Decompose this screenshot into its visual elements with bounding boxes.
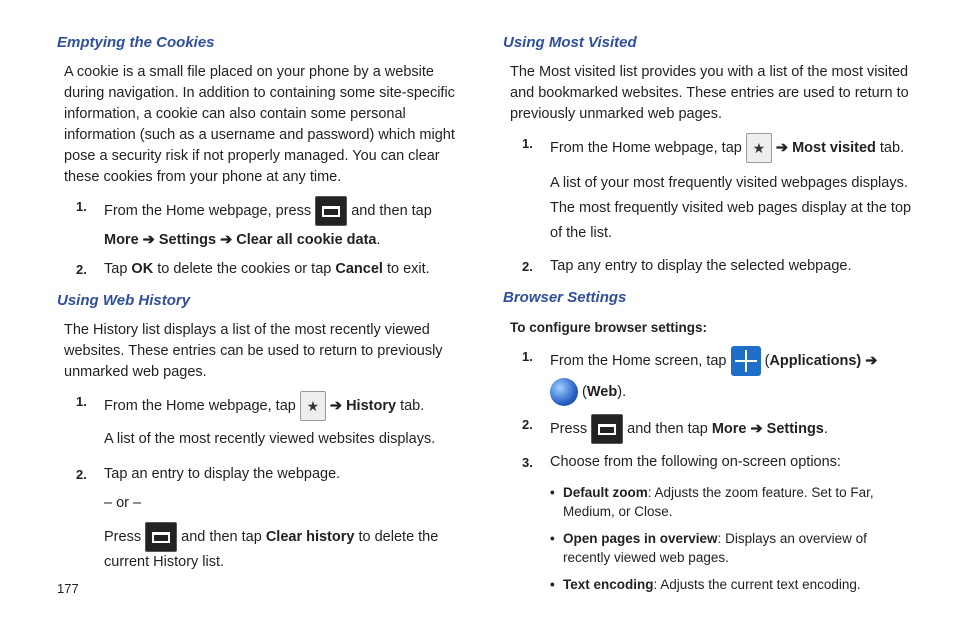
step-number: 1.	[76, 199, 87, 214]
settings-step-2	[503, 414, 913, 444]
menu-path: More ➔ Settings ➔ Clear all cookie data	[104, 232, 377, 248]
step-text: From the Home webpage, tap	[550, 139, 742, 156]
step-text: Press	[104, 528, 142, 545]
step-text: to delete the cookies or tap	[157, 261, 332, 277]
step-text: From the Home screen, tap	[550, 352, 727, 369]
mostvisited-step-1	[503, 133, 913, 246]
settings-intro: To configure browser settings:	[510, 320, 708, 335]
punct: ).	[617, 383, 627, 400]
heading-web-history: Using Web History	[57, 292, 191, 309]
punct: (	[582, 383, 587, 400]
step-text: Press	[550, 420, 588, 437]
history-label: History	[346, 397, 397, 414]
step-number: 1.	[76, 394, 87, 409]
step-subtext: A list of the most recently viewed websites displays.	[104, 431, 436, 447]
step-number: 1.	[522, 349, 533, 364]
punct: (	[764, 352, 770, 369]
option-desc: : Displays an overview of recently viewed web pages.	[563, 531, 867, 565]
settings-step-3	[503, 452, 913, 594]
step-number: 2.	[522, 259, 533, 274]
step-text: From the Home webpage, tap	[104, 397, 296, 414]
step-text: From the Home webpage, press	[104, 202, 312, 219]
step-number: 2.	[522, 417, 533, 432]
applications-icon	[731, 346, 761, 376]
step-subtext: A list of your most frequently visited webpages displays. The most frequently visited web pages display at the top of the list.	[550, 175, 912, 241]
step-text: Tap	[104, 261, 128, 277]
most-visited-label: Most visited	[792, 139, 876, 156]
menu-key-icon	[315, 196, 347, 226]
page-number: 177	[57, 581, 79, 596]
applications-label: Applications	[769, 352, 857, 369]
bookmark-star-icon: ★	[746, 133, 772, 163]
clear-history-label: Clear history	[265, 528, 355, 545]
step-text: Choose from the following on-screen options:	[550, 454, 841, 470]
step-number: 3.	[522, 455, 533, 470]
step-text: tab.	[400, 397, 425, 414]
web-globe-icon	[550, 378, 578, 406]
step-text: and then tap	[627, 420, 708, 437]
step-number: 2.	[76, 262, 87, 277]
option-default-zoom	[550, 483, 913, 521]
step-text: and then tap	[351, 202, 432, 219]
option-desc: : Adjusts the zoom feature. Set to Far, Medium, or Close.	[563, 485, 874, 519]
step-text: to delete the current History list.	[104, 528, 439, 570]
punct: .	[823, 420, 828, 437]
option-label: Text encoding	[563, 577, 654, 592]
bookmark-star-icon: ★	[300, 391, 326, 421]
ok-label: OK	[131, 261, 154, 277]
mostvisited-paragraph: The Most visited list provides you with a list of the most visited and bookmarked websites. These entries are used to return to previously unmarked web pages.	[510, 64, 909, 122]
or-separator: – or –	[104, 495, 142, 511]
step-text: Tap any entry to display the selected webpage.	[550, 258, 852, 274]
arrow: ➔	[329, 397, 343, 414]
history-paragraph: The History list displays a list of the most recently viewed websites. These entries can be used to return to previously unmarked web pages.	[64, 322, 443, 380]
menu-key-icon	[591, 414, 623, 444]
heading-browser-settings: Browser Settings	[503, 289, 627, 306]
option-open-pages-overview	[550, 529, 913, 567]
option-desc: : Adjusts the current text encoding.	[653, 577, 861, 592]
cookies-step-1	[57, 196, 467, 251]
heading-emptying-cookies: Emptying the Cookies	[57, 34, 215, 51]
option-label: Open pages in overview	[563, 531, 718, 546]
mostvisited-step-2	[503, 256, 913, 277]
history-step-1	[57, 391, 467, 450]
heading-most-visited: Using Most Visited	[503, 34, 637, 51]
option-text-encoding	[550, 575, 913, 594]
settings-step-1	[503, 346, 913, 406]
step-text: and then tap	[181, 528, 262, 545]
arrow: ➔	[775, 139, 789, 156]
step-text: tab.	[879, 139, 905, 156]
punct: .	[376, 232, 381, 248]
step-text: Tap an entry to display the webpage.	[104, 466, 341, 482]
right-column	[503, 32, 913, 594]
cancel-label: Cancel	[335, 261, 383, 277]
menu-path: More ➔ Settings	[711, 420, 824, 437]
step-text: to exit.	[386, 261, 430, 277]
web-label: Web	[586, 383, 618, 400]
cookies-step-2	[57, 259, 467, 280]
step-number: 2.	[76, 467, 87, 482]
punct-arrow: ) ➔	[856, 352, 878, 369]
history-step-2	[57, 464, 467, 573]
cookies-paragraph: A cookie is a small file placed on your phone by a website during navigation. In addition to containing some site-specific information, a cookie can also contain some personal information (such as a username and password) which might pose a security risk if not properly managed. You can clear these cookies from your phone at any time.	[64, 64, 455, 185]
menu-key-icon	[145, 522, 177, 552]
option-label: Default zoom	[563, 485, 648, 500]
step-number: 1.	[522, 136, 533, 151]
left-column	[57, 32, 467, 573]
